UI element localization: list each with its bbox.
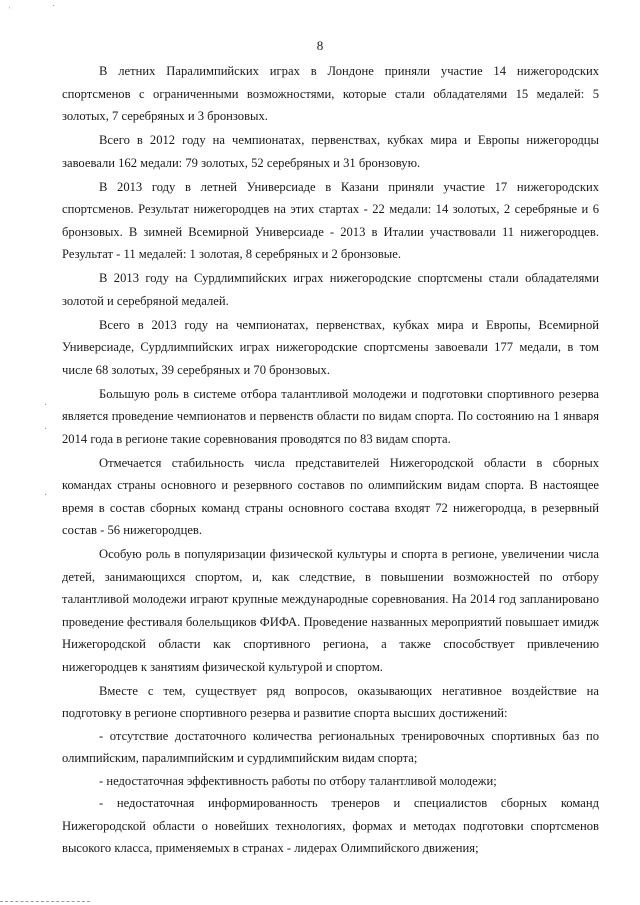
paragraph-2012-medals: Всего в 2012 году на чемпионатах, первенствах, кубках мира и Европы нижегородцы завоевали 162 медали: 79 золотых, 52 серебряных и 31 бронзовую. [62, 133, 599, 170]
paragraph-deaflympics: В 2013 году на Сурдлимпийских играх нижегородские спортсмены стали обладателями золотой и серебряной медалей. [62, 271, 599, 308]
paragraph-paralympics-london: В летних Паралимпийских играх в Лондоне приняли участие 14 нижегородских спортсменов с ограниченными возможностями, которые стали обладателями 15 медалей: 5 золотых, 7 серебряных и 3 бронзовых. [62, 64, 599, 123]
list-item-issue-bases: - отсутствие достаточного количества региональных тренировочных спортивных баз по олимпийским, паралимпийским и сурдлимпийским видам спорта; [62, 728, 599, 765]
scan-artifact: · [44, 400, 48, 411]
paragraph-national-teams: Отмечается стабильность числа представителей Нижегородской области в сборных командах страны основного и резервного составов по олимпийским видам спорта. В настоящее время в состав сборных команд страны основного состава входят 72 нижегородца, в резервный состав - 56 нижегородцев. [62, 455, 599, 537]
list-item-issue-information: - недостаточная информированность тренеров и специалистов сборных команд Нижегородской области о новейших технологиях, формах и методах подготовки спортсменов высокого класса, применяемых в странах - лидерах Олимпийского движения; [62, 796, 599, 855]
paragraph-issues-intro: Вместе с тем, существует ряд вопросов, оказывающих негативное воздействие на подготовку в регионе спортивного резерва и развитие спорта высших достижений: [62, 683, 599, 720]
scan-artifact: · [44, 490, 48, 501]
scan-artifact: ˙ [52, 4, 56, 15]
paragraph-international-events: Особую роль в популяризации физической культуры и спорта в регионе, увеличении числа детей, занимающихся спортом, и, как следствие, в повышении возможностей по отбору талантливой молодежи играют крупные международные соревнования. На 2014 год запланировано проведение фестиваля болельщиков ФИФА. Проведение названных мероприятий повышает имидж Нижегородской области как спортивного региона, а также способствует привлечению нижегородцев к занятиям физической культурой и спортом. [62, 547, 599, 674]
scan-artifact: · [44, 424, 48, 435]
scan-edge-line [0, 901, 90, 902]
paragraph-2013-universiade: В 2013 году в летней Универсиаде в Казани приняли участие 17 нижегородских спортсменов. Результат нижегородцев на этих стартах - 22 медали: 14 золотых, 2 серебряные и 6 бронзовых. В зимней Всемирной Универсиаде - 2013 в Италии участвовали 11 нижегородцев. Результат - 11 медалей: 1 золотая, 8 серебряных и 2 бронзовые. [62, 179, 599, 261]
document-body [62, 60, 599, 860]
page-number: 8 [316, 38, 324, 53]
list-item-issue-selection: - недостаточная эффективность работы по отбору талантливой молодежи; [99, 773, 497, 788]
paragraph-2013-medals: Всего в 2013 году на чемпионатах, первенствах, кубках мира и Европы, Всемирной Универсиаде, Сурдлимпийских играх нижегородские спортсмены завоевали 177 медали, в том числе 68 золотых, 39 серебряных и 70 бронзовых. [62, 317, 599, 377]
paragraph-regional-championships: Большую роль в системе отбора талантливой молодежи и подготовки спортивного резерва является проведение чемпионатов и первенств области по видам спорта. По состоянию на 1 января 2014 года в регионе такие соревнования проводятся по 83 видам спорта. [62, 386, 599, 446]
scan-artifact: ˈ [8, 6, 12, 17]
